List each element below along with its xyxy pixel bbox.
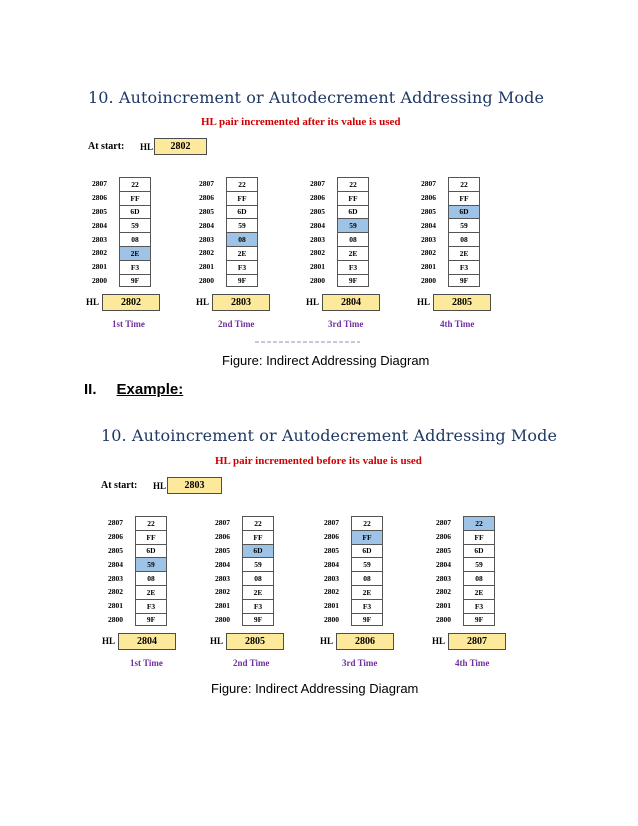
memory-row (215, 530, 274, 544)
memory-value: 59 (242, 557, 274, 571)
time-label: 3rd Time (328, 319, 364, 329)
memory-value: F3 (242, 599, 274, 613)
memory-address: 2800 (215, 614, 230, 624)
memory-address: 2804 (215, 559, 230, 569)
memory-value: 6D (337, 205, 369, 219)
hl-label: HL (417, 297, 431, 307)
memory-row (215, 571, 274, 585)
memory-row (108, 613, 167, 627)
memory-value: 2E (242, 585, 274, 599)
memory-value: 9F (351, 613, 383, 627)
memory-row (436, 557, 495, 571)
hl-register-box: 2807 (448, 633, 506, 650)
hl-label: HL (306, 297, 320, 307)
memory-address: 2804 (108, 559, 123, 569)
memory-row (310, 260, 369, 274)
memory-value: F3 (337, 260, 369, 274)
hl-label: HL (153, 481, 167, 491)
memory-address: 2804 (310, 220, 325, 230)
hl-label: HL (140, 142, 154, 152)
memory-row (92, 205, 151, 219)
diagram-subtitle: HL pair incremented before its value is used (215, 455, 422, 467)
memory-value: 08 (119, 232, 151, 246)
memory-address: 2800 (324, 614, 339, 624)
memory-row (215, 585, 274, 599)
memory-address: 2806 (324, 532, 339, 542)
memory-value: 08 (242, 571, 274, 585)
memory-row (436, 544, 495, 558)
memory-column (324, 516, 383, 626)
memory-address: 2807 (324, 518, 339, 528)
memory-row (421, 218, 480, 232)
memory-value: FF (337, 191, 369, 205)
memory-value: 9F (463, 613, 495, 627)
memory-row (199, 246, 258, 260)
memory-row (108, 516, 167, 530)
memory-row (436, 599, 495, 613)
memory-address: 2800 (436, 614, 451, 624)
memory-row (324, 585, 383, 599)
memory-address: 2805 (215, 545, 230, 555)
memory-row (215, 613, 274, 627)
memory-value: 08 (351, 571, 383, 585)
memory-address: 2806 (421, 193, 436, 203)
memory-value: 9F (337, 274, 369, 288)
memory-value: 2E (135, 585, 167, 599)
section-title: Example: (116, 381, 184, 398)
memory-row (324, 613, 383, 627)
hl-register-box: 2804 (118, 633, 176, 650)
memory-value: 08 (463, 571, 495, 585)
memory-value-highlighted: 08 (226, 232, 258, 246)
memory-address: 2801 (436, 601, 451, 611)
time-label: 2nd Time (233, 658, 270, 668)
memory-value: 22 (226, 177, 258, 191)
memory-value: 6D (119, 205, 151, 219)
memory-value: FF (119, 191, 151, 205)
memory-address: 2803 (421, 234, 436, 244)
memory-row (324, 557, 383, 571)
memory-value-highlighted: 6D (448, 205, 480, 219)
time-label: 3rd Time (342, 658, 378, 668)
memory-row (92, 191, 151, 205)
memory-address: 2800 (310, 275, 325, 285)
memory-address: 2802 (108, 587, 123, 597)
memory-row (436, 585, 495, 599)
memory-value: 59 (448, 218, 480, 232)
memory-row (421, 274, 480, 288)
memory-address: 2803 (199, 234, 214, 244)
memory-value: F3 (119, 260, 151, 274)
hl-label: HL (320, 636, 334, 646)
memory-address: 2801 (310, 262, 325, 272)
memory-value: 6D (351, 544, 383, 558)
memory-address: 2806 (310, 193, 325, 203)
memory-address: 2802 (324, 587, 339, 597)
memory-value: FF (242, 530, 274, 544)
memory-value: 9F (242, 613, 274, 627)
memory-row (92, 232, 151, 246)
memory-row (436, 516, 495, 530)
memory-address: 2801 (108, 601, 123, 611)
memory-address: 2802 (421, 248, 436, 258)
memory-address: 2804 (92, 220, 107, 230)
memory-address: 2807 (215, 518, 230, 528)
time-label: 4th Time (440, 319, 475, 329)
memory-value: 22 (119, 177, 151, 191)
memory-row (310, 205, 369, 219)
hl-label: HL (210, 636, 224, 646)
memory-address: 2802 (310, 248, 325, 258)
memory-row (310, 246, 369, 260)
memory-value: 22 (337, 177, 369, 191)
memory-value: 59 (226, 218, 258, 232)
section-number: II. (84, 381, 97, 398)
time-label: 1st Time (130, 658, 163, 668)
memory-value: 6D (135, 544, 167, 558)
memory-row (421, 191, 480, 205)
memory-value: 6D (463, 544, 495, 558)
memory-row (108, 585, 167, 599)
diagram-subtitle: HL pair incremented after its value is used (201, 116, 401, 128)
memory-column (421, 177, 480, 287)
time-label: 1st Time (112, 319, 145, 329)
hl-start-box: 2803 (167, 477, 222, 494)
memory-address: 2801 (324, 601, 339, 611)
memory-value: 9F (119, 274, 151, 288)
memory-value: FF (448, 191, 480, 205)
memory-address: 2805 (324, 545, 339, 555)
memory-row (108, 571, 167, 585)
memory-value-highlighted: 59 (135, 557, 167, 571)
memory-address: 2805 (92, 206, 107, 216)
memory-value: F3 (351, 599, 383, 613)
memory-row (436, 613, 495, 627)
time-label: 4th Time (455, 658, 490, 668)
hl-label: HL (432, 636, 446, 646)
memory-address: 2806 (108, 532, 123, 542)
memory-row (324, 530, 383, 544)
memory-address: 2801 (421, 262, 436, 272)
memory-address: 2806 (436, 532, 451, 542)
memory-value: FF (463, 530, 495, 544)
hl-label: HL (86, 297, 100, 307)
memory-row (215, 516, 274, 530)
scan-smudge (255, 341, 360, 343)
at-start-label: At start: (88, 141, 125, 152)
memory-value: 59 (463, 557, 495, 571)
memory-row (215, 557, 274, 571)
memory-value: 08 (135, 571, 167, 585)
memory-value: 08 (337, 232, 369, 246)
memory-address: 2800 (92, 275, 107, 285)
memory-address: 2807 (92, 179, 107, 189)
memory-value-highlighted: 59 (337, 218, 369, 232)
memory-address: 2804 (436, 559, 451, 569)
section-heading (84, 381, 183, 398)
hl-register-box: 2805 (226, 633, 284, 650)
memory-row (199, 232, 258, 246)
memory-value: F3 (135, 599, 167, 613)
memory-value-highlighted: FF (351, 530, 383, 544)
hl-register-box: 2806 (336, 633, 394, 650)
memory-address: 2806 (92, 193, 107, 203)
memory-value: 59 (351, 557, 383, 571)
memory-address: 2805 (436, 545, 451, 555)
memory-row (199, 260, 258, 274)
memory-address: 2804 (199, 220, 214, 230)
memory-row (421, 260, 480, 274)
memory-value: F3 (226, 260, 258, 274)
memory-address: 2807 (108, 518, 123, 528)
memory-value: 2E (463, 585, 495, 599)
memory-address: 2801 (215, 601, 230, 611)
memory-value: 9F (226, 274, 258, 288)
memory-address: 2800 (421, 275, 436, 285)
memory-address: 2805 (421, 206, 436, 216)
memory-address: 2803 (310, 234, 325, 244)
memory-row (310, 218, 369, 232)
diagram-title: 10. Autoincrement or Autodecrement Addressing Mode (101, 426, 558, 445)
memory-value: 9F (135, 613, 167, 627)
memory-row (421, 232, 480, 246)
memory-value: 2E (351, 585, 383, 599)
memory-row (310, 191, 369, 205)
memory-row (324, 599, 383, 613)
memory-address: 2801 (92, 262, 107, 272)
memory-value: 22 (351, 516, 383, 530)
memory-column (310, 177, 369, 287)
memory-address: 2805 (199, 206, 214, 216)
memory-address: 2805 (310, 206, 325, 216)
memory-address: 2802 (436, 587, 451, 597)
memory-row (199, 205, 258, 219)
memory-address: 2802 (92, 248, 107, 258)
memory-address: 2800 (199, 275, 214, 285)
memory-row (199, 218, 258, 232)
memory-address: 2802 (199, 248, 214, 258)
memory-value: 2E (226, 246, 258, 260)
memory-address: 2803 (108, 573, 123, 583)
memory-address: 2807 (421, 179, 436, 189)
memory-address: 2801 (199, 262, 214, 272)
memory-value-highlighted: 2E (119, 246, 151, 260)
hl-register-box: 2802 (102, 294, 160, 311)
memory-row (92, 246, 151, 260)
memory-column (108, 516, 167, 626)
memory-row (92, 274, 151, 288)
memory-row (310, 274, 369, 288)
memory-value: 2E (337, 246, 369, 260)
memory-row (108, 599, 167, 613)
memory-value: 22 (242, 516, 274, 530)
memory-row (436, 530, 495, 544)
memory-address: 2802 (215, 587, 230, 597)
memory-value: 59 (119, 218, 151, 232)
hl-register-box: 2804 (322, 294, 380, 311)
memory-row (199, 177, 258, 191)
memory-address: 2806 (199, 193, 214, 203)
memory-row (199, 274, 258, 288)
memory-row (199, 191, 258, 205)
memory-address: 2805 (108, 545, 123, 555)
memory-address: 2804 (324, 559, 339, 569)
hl-label: HL (196, 297, 210, 307)
memory-address: 2804 (421, 220, 436, 230)
memory-value: 2E (448, 246, 480, 260)
memory-value: F3 (463, 599, 495, 613)
memory-column (199, 177, 258, 287)
memory-value: 22 (448, 177, 480, 191)
memory-row (92, 260, 151, 274)
memory-value: 9F (448, 274, 480, 288)
memory-row (421, 205, 480, 219)
memory-address: 2807 (310, 179, 325, 189)
memory-address: 2803 (92, 234, 107, 244)
memory-value: 08 (448, 232, 480, 246)
memory-row (92, 177, 151, 191)
memory-value: F3 (448, 260, 480, 274)
diagram-title: 10. Autoincrement or Autodecrement Addressing Mode (88, 88, 545, 107)
memory-row (421, 177, 480, 191)
memory-address: 2803 (215, 573, 230, 583)
memory-value: FF (135, 530, 167, 544)
memory-value: FF (226, 191, 258, 205)
memory-address: 2806 (215, 532, 230, 542)
figure-caption-1: Figure: Indirect Addressing Diagram (222, 353, 430, 368)
memory-value: 22 (135, 516, 167, 530)
at-start-label: At start: (101, 480, 138, 491)
memory-address: 2803 (436, 573, 451, 583)
hl-start-box: 2802 (154, 138, 207, 155)
memory-row (310, 177, 369, 191)
figure-caption-2: Figure: Indirect Addressing Diagram (211, 681, 419, 696)
hl-register-box: 2805 (433, 294, 491, 311)
memory-row (215, 599, 274, 613)
memory-row (310, 232, 369, 246)
memory-value-highlighted: 22 (463, 516, 495, 530)
memory-address: 2807 (436, 518, 451, 528)
memory-row (324, 516, 383, 530)
memory-row (436, 571, 495, 585)
memory-address: 2800 (108, 614, 123, 624)
memory-row (108, 557, 167, 571)
time-label: 2nd Time (218, 319, 255, 329)
memory-address: 2803 (324, 573, 339, 583)
memory-row (421, 246, 480, 260)
memory-address: 2807 (199, 179, 214, 189)
memory-column (92, 177, 151, 287)
memory-row (108, 544, 167, 558)
memory-column (436, 516, 495, 626)
memory-value-highlighted: 6D (242, 544, 274, 558)
memory-row (324, 544, 383, 558)
memory-value: 6D (226, 205, 258, 219)
hl-register-box: 2803 (212, 294, 270, 311)
memory-row (108, 530, 167, 544)
memory-row (215, 544, 274, 558)
memory-column (215, 516, 274, 626)
memory-row (92, 218, 151, 232)
hl-label: HL (102, 636, 116, 646)
memory-row (324, 571, 383, 585)
